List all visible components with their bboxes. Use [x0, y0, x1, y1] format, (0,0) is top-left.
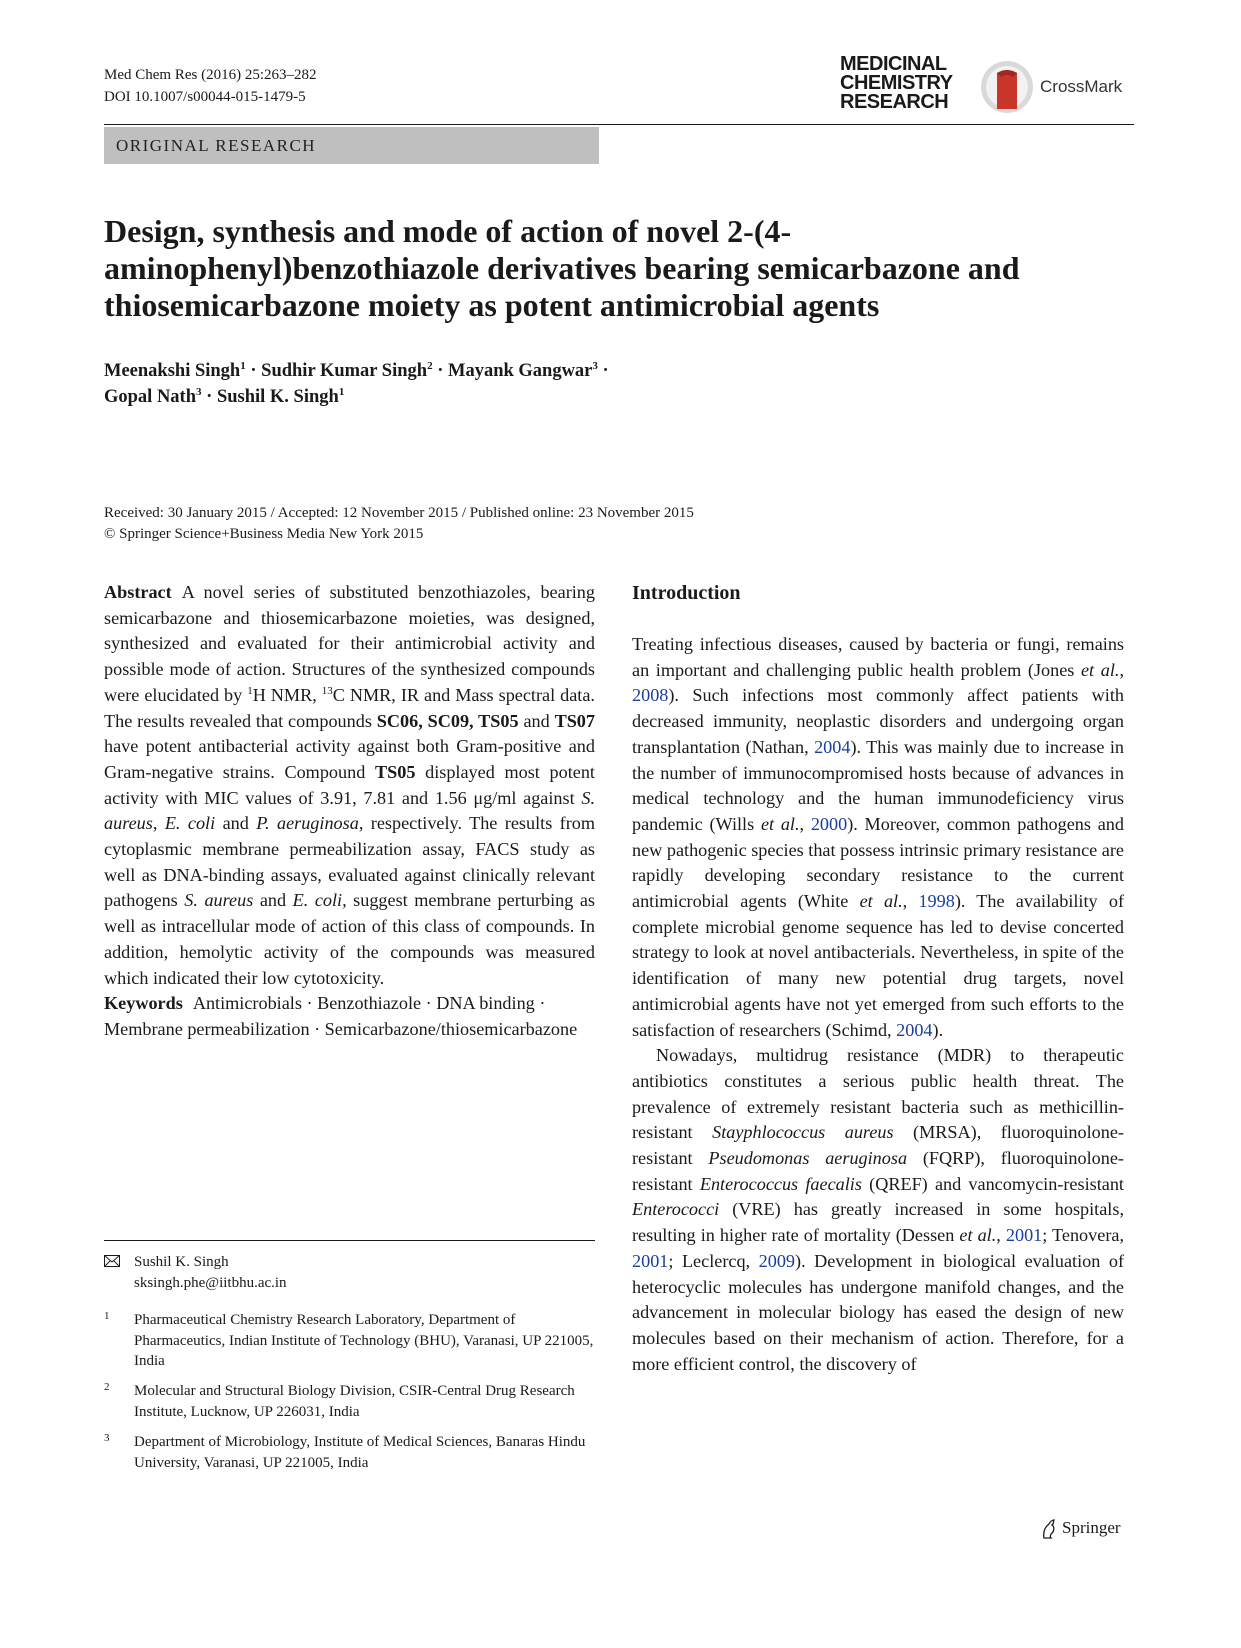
- author-name[interactable]: Meenakshi Singh: [104, 361, 241, 381]
- springer-label: Springer: [1062, 1518, 1121, 1537]
- abstract: Abstract A novel series of substituted benzothiazoles, bearing semicarbazone and thiosemicarbazone moieties, was designed, synthesized and evaluated for their antimicrobial activity and possible mode of action. Structures of the synthesized compounds were elucidated by $^1$H NMR, $^{13}$C NMR, IR and Mass spectral data. The results revealed that compounds SC06, SC09, TS05 and TS07 have potent antibacterial activity against both Gram-positive and Gram-negative strains. Compound TS05 displayed most potent activity with MIC values of 3.91, 7.81 and 1.56 μg/ml against S. aureus, E. coli and P. aeruginosa, respectively. The results from cytoplasmic membrane permeabilization assay, FACS study as well as DNA-binding assays, evaluated against clinically relevant pathogens S. aureus and E. coli, suggest membrane perturbing as well as intracellular mode of action of this class of compounds. In addition, hemolytic activity of the compounds was measured which indicated their low cytotoxicity.: [104, 582, 596, 988]
- citation-link[interactable]: 2001: [632, 1250, 669, 1271]
- journal-logo: MEDICINAL CHEMISTRY RESEARCH: [840, 53, 953, 113]
- author-name[interactable]: Gopal Nath: [104, 387, 197, 407]
- right-column: [632, 580, 1124, 1377]
- corresponding-name: Sushil K. Singh: [134, 1254, 229, 1270]
- author-name[interactable]: Sudhir Kumar Singh: [261, 361, 428, 381]
- compound-ref: SC06, SC09, TS05: [376, 710, 519, 731]
- citation-link[interactable]: 2004: [814, 736, 851, 757]
- section-heading-introduction: Introduction: [632, 582, 741, 604]
- intro-paragraph-1: Treating infectious diseases, caused by bacteria or fungi, remains an important and challenging public health problem (Jones et al., 2008). Such infections most commonly affect patients with decreased immunity, neoplastic disorders and undergoing organ transplantation (Nathan, 2004). This was mainly due to increase in the number of immunocompromised hosts because of advances in medical technology and the human immunodeficiency virus pandemic (Wills et al., 2000). Moreover, common pathogens and new pathogenic species that possess intrinsic primary resistance are rapidly developing secondary resistance to the current antimicrobial agents (White et al., 1998). The availability of complete microbial genome sequence has led to devise concerted strategy to look at novel antibacterials. Nevertheless, in spite of the identification of many new potential drug targets, novel antimicrobial agents have not yet emerged from such efforts to the satisfaction of researchers (Schimd, 2004).: [632, 634, 1124, 1040]
- article-title: Design, synthesis and mode of action of novel 2-(4-aminophenyl)benzothiazole derivatives bearing semicarbazone and thiosemicarbazone moiety as potent antimicrobial agents: [104, 213, 1020, 323]
- springer-horse-icon: [1040, 1518, 1058, 1540]
- compound-ref: TS07: [554, 710, 595, 731]
- author-list: Meenakshi Singh$^1$ · Sudhir Kumar Singh$^2$ · Mayank Gangwar$^3$ · Gopal Nath$^3$ · Sushil K. Singh$^1$: [104, 360, 609, 407]
- citation-link[interactable]: 2009: [758, 1250, 796, 1271]
- left-column: [104, 580, 595, 1043]
- crossmark-label[interactable]: CrossMark: [1040, 77, 1123, 96]
- keywords-label: Keywords: [104, 993, 183, 1014]
- affiliation-2: 2 Molecular and Structural Biology Division, CSIR-Central Drug Research Institute, Lucknow, UP 226031, India: [104, 1381, 575, 1420]
- journal-citation: Med Chem Res (2016) 25:263–282: [104, 67, 317, 83]
- affiliation-3: 3 Department of Microbiology, Institute of Medical Sciences, Banaras Hindu University, Varanasi, UP 221005, India: [104, 1432, 586, 1471]
- journal-brand: [840, 55, 1130, 121]
- affiliation-1: 1 Pharmaceutical Chemistry Research Laboratory, Department of Pharmaceutics, Indian Institute of Technology (BHU), Varanasi, UP 221005, India: [104, 1310, 594, 1369]
- intro-paragraph-2: Nowadays, multidrug resistance (MDR) to therapeutic antibiotics constitutes a serious public health threat. The prevalence of extremely resistant bacteria such as methicillin-resistant Stayphlococcus aureus (MRSA), fluoroquinolone-resistant Pseudomonas aeruginosa (FQRP), fluoroquinolone-resistant Enterococcus faecalis (QREF) and vancomycin-resistant Enterococci (VRE) has greatly increased in some hospitals, resulting in higher rate of mortality (Dessen et al., 2001; Tenovera, 2001; Leclercq, 2009). Development in biological evaluation of heterocyclic molecules has undergone manifold changes, and the advancement in molecular biology has eased the design of new molecules based on their mechanism of action. Therefore, for a more efficient control, the discovery of: [632, 1045, 1125, 1374]
- citation-link[interactable]: 1998: [918, 891, 955, 912]
- crossmark-icon[interactable]: [979, 59, 1035, 115]
- citation-link[interactable]: 2004: [896, 1019, 933, 1040]
- footnote-rule: [104, 1240, 595, 1241]
- section-tag: ORIGINAL RESEARCH: [104, 127, 599, 164]
- compound-ref: TS05: [374, 761, 416, 782]
- keywords: [104, 991, 595, 1042]
- publisher-mark: [1040, 1516, 1140, 1542]
- citation-link[interactable]: 2000: [810, 813, 848, 834]
- keywords-text: Antimicrobials · Benzothiazole · DNA binding · Membrane permeabilization · Semicarbazone/thiosemicarbazone: [104, 993, 578, 1039]
- copyright-line: © Springer Science+Business Media New York 2015: [104, 526, 424, 542]
- envelope-icon: [104, 1255, 120, 1267]
- header-rule: [104, 124, 1134, 125]
- corresponding-author: [104, 1252, 595, 1293]
- journal-info: [104, 64, 316, 108]
- citation-link[interactable]: 2001: [1005, 1225, 1043, 1246]
- doi[interactable]: DOI 10.1007/s00044-015-1479-5: [104, 89, 306, 105]
- history-line: Received: 30 January 2015 / Accepted: 12 November 2015 / Published online: 23 November 2015: [104, 505, 694, 521]
- abstract-label: Abstract: [104, 582, 172, 602]
- author-name[interactable]: Mayank Gangwar: [447, 361, 593, 381]
- corresponding-email[interactable]: sksingh.phe@iitbhu.ac.in: [134, 1274, 287, 1291]
- publication-dates: [104, 503, 694, 545]
- author-name[interactable]: Sushil K. Singh: [216, 387, 339, 407]
- citation-link[interactable]: 2008: [632, 685, 669, 706]
